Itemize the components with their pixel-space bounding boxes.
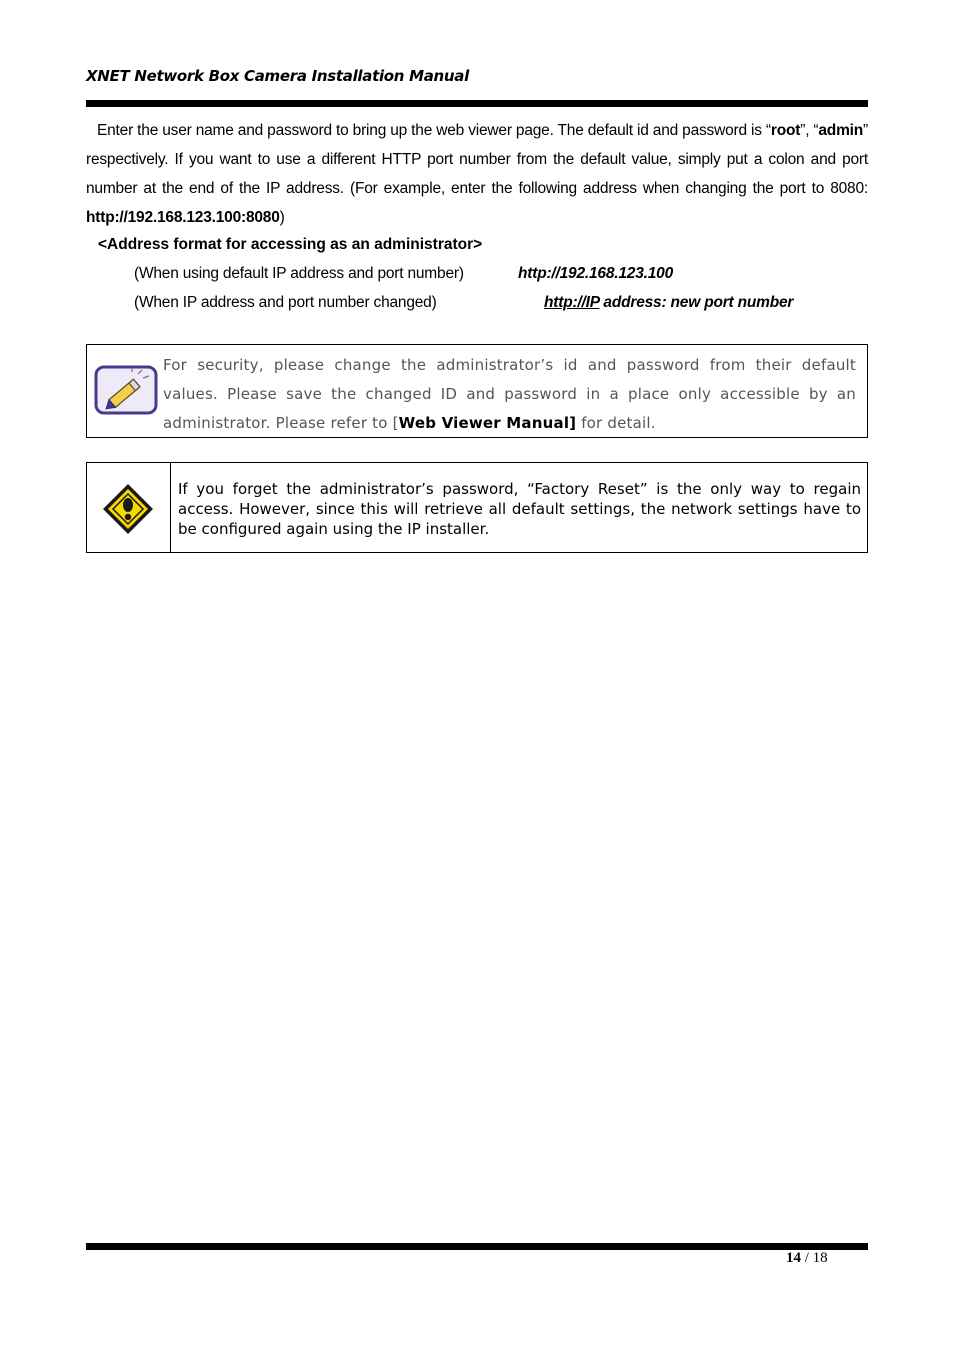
changed-address-url: http://IP address: new port number — [544, 294, 794, 311]
address-format-heading: <Address format for accessing as an administrator> — [98, 236, 483, 253]
document-title: XNET Network Box Camera Installation Manual — [86, 67, 469, 85]
warning-box — [86, 462, 868, 553]
web-viewer-manual-ref: Web Viewer Manual] — [398, 414, 577, 432]
exclamation-diamond-icon — [102, 483, 154, 535]
intro-paragraph: Enter the user name and password to bring up the web viewer page. The default id and password is “root”, “admin” respectively. If you want to use a different HTTP port number from the default value, simply put a colon and port number at the end of the IP address. (For example, enter the following address when changing the port to 8080: http://192.168.123.100:8080) — [86, 122, 869, 226]
header-rule — [86, 100, 868, 107]
default-address-label: (When using default IP address and port number) — [134, 265, 464, 282]
default-address-url: http://192.168.123.100 — [518, 265, 673, 282]
default-password: admin — [818, 122, 864, 139]
example-url: http://192.168.123.100:8080 — [86, 209, 280, 226]
changed-address-label: (When IP address and port number changed) — [134, 294, 437, 311]
footer-rule — [86, 1243, 868, 1250]
changed-address-link[interactable]: http://IP — [544, 294, 600, 311]
security-note-box — [86, 344, 868, 438]
security-note-text: For security, please change the administrator’s id and password from their default values. Please save the changed ID and password in a place only accessible by an administrator. Please refer to [Web Viewer Manual] for detail. — [163, 356, 856, 432]
warning-icon-cell — [87, 463, 171, 552]
pencil-note-icon — [94, 365, 158, 417]
warning-text: If you forget the administrator’s password, “Factory Reset” is the only way to regain access. However, since this will retrieve all default settings, the network settings have to be configured again using the IP installer. — [178, 480, 861, 538]
page-number: 14 / 18 — [786, 1250, 828, 1266]
default-id: root — [770, 122, 801, 139]
